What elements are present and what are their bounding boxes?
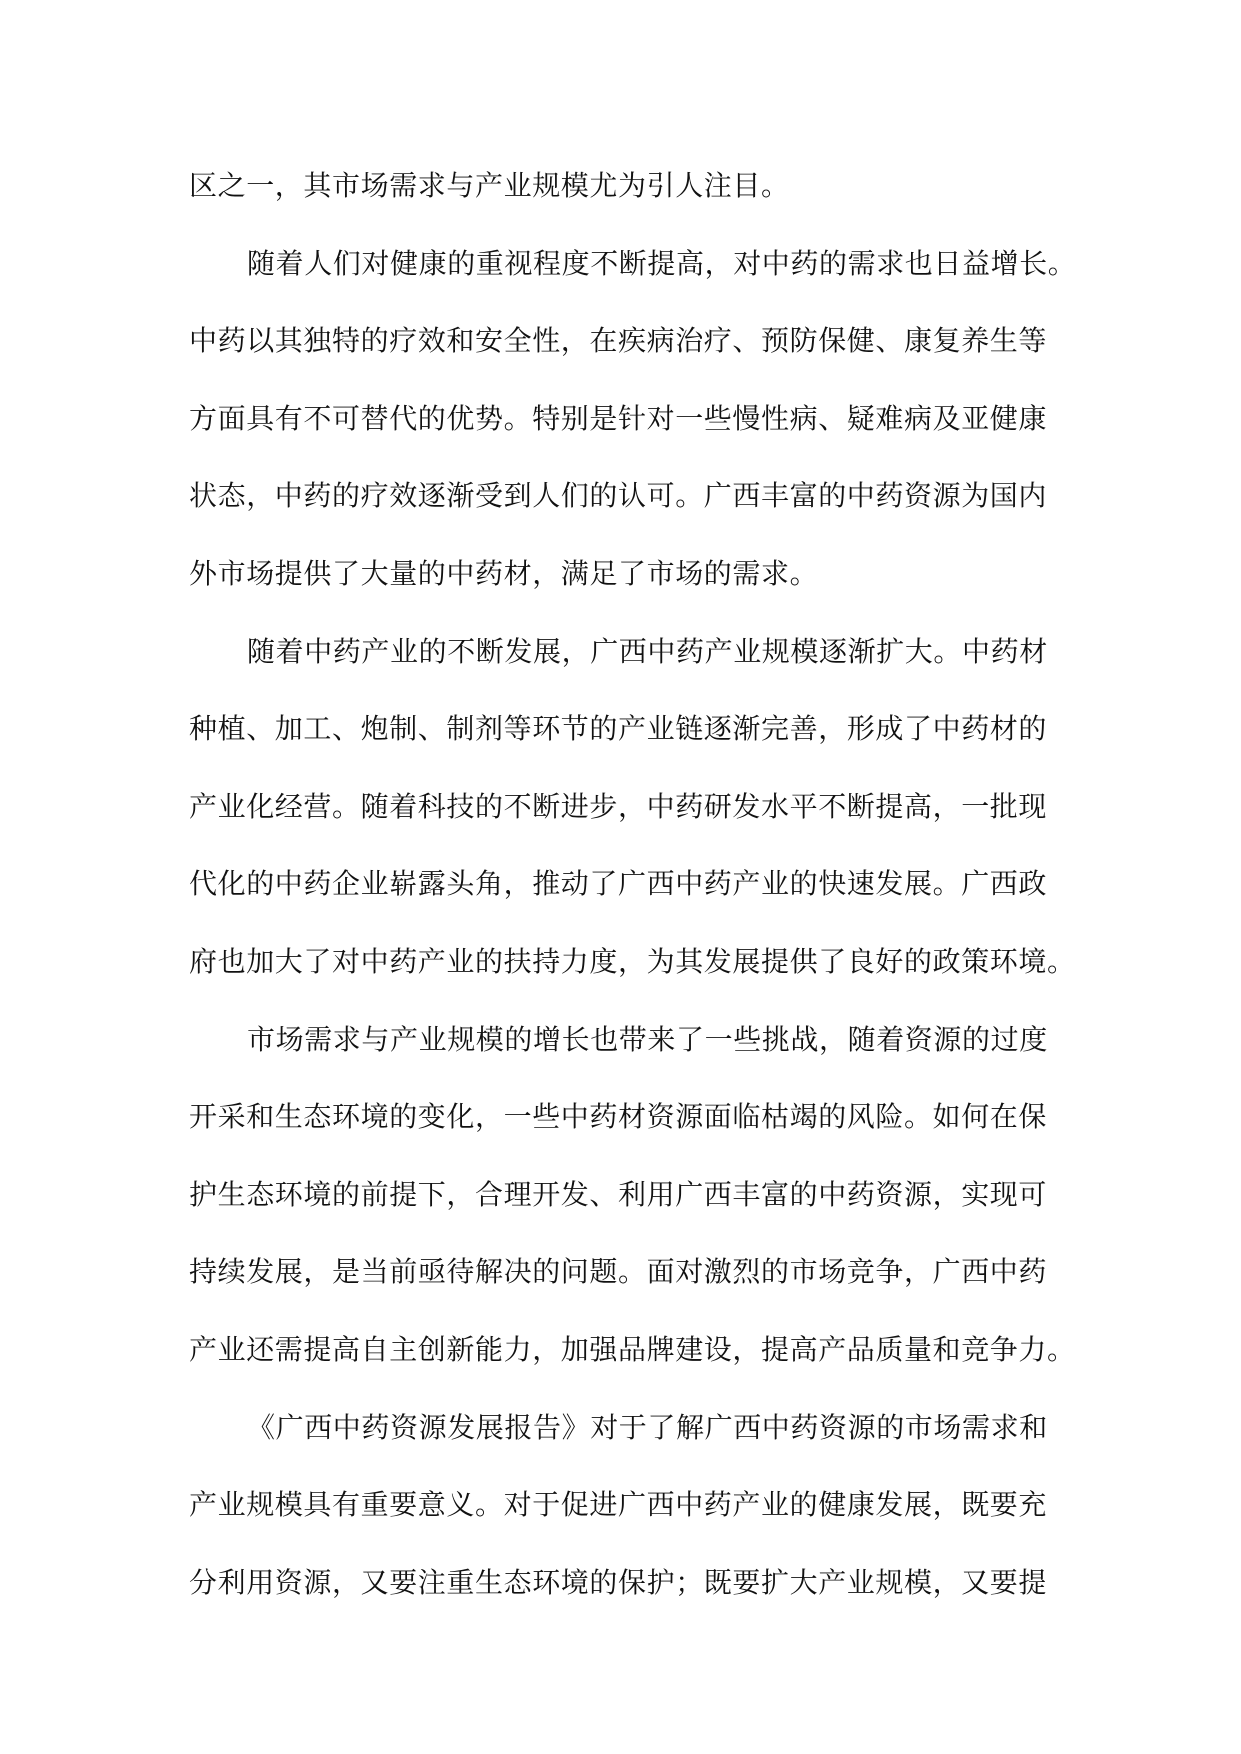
text-line: 府也加大了对中药产业的扶持力度，为其发展提供了良好的政策环境。 (189, 944, 1076, 978)
text-line: 区之一，其市场需求与产业规模尤为引人注目。 (189, 169, 790, 202)
text-line: 代化的中药企业崭露头角，推动了广西中药产业的快速发展。广西政 (189, 867, 1048, 901)
text-line: 开采和生态环境的变化，一些中药材资源面临枯竭的风险。如何在保 (189, 1100, 1048, 1134)
text-line: 产业化经营。随着科技的不断进步，中药研发水平不断提高，一批现 (189, 789, 1048, 823)
text-line: 中药以其独特的疗效和安全性，在疾病治疗、预防保健、康复养生等 (189, 324, 1048, 358)
text-line: 状态，中药的疗效逐渐受到人们的认可。广西丰富的中药资源为国内 (189, 479, 1048, 513)
text-line: 市场需求与产业规模的增长也带来了一些挑战，随着资源的过度 (247, 1022, 1048, 1056)
text-line: 随着人们对健康的重视程度不断提高，对中药的需求也日益增长。 (247, 246, 1077, 280)
text-line: 持续发展，是当前亟待解决的问题。面对激烈的市场竞争，广西中药 (189, 1255, 1048, 1289)
text-line: 产业规模具有重要意义。对于促进广西中药产业的健康发展，既要充 (189, 1488, 1048, 1522)
text-line: 外市场提供了大量的中药材，满足了市场的需求。 (189, 556, 819, 590)
text-line: 护生态环境的前提下，合理开发、利用广西丰富的中药资源，实现可 (189, 1177, 1048, 1211)
text-line: 方面具有不可替代的优势。特别是针对一些慢性病、疑难病及亚健康 (189, 401, 1048, 435)
text-line: 随着中药产业的不断发展，广西中药产业规模逐渐扩大。中药材 (247, 634, 1048, 668)
body-text (189, 147, 1077, 1621)
text-line: 种植、加工、炮制、制剂等环节的产业链逐渐完善，形成了中药材的 (189, 712, 1048, 746)
text-line: 《广西中药资源发展报告》对于了解广西中药资源的市场需求和 (247, 1410, 1048, 1444)
text-line: 分利用资源，又要注重生态环境的保护；既要扩大产业规模，又要提 (189, 1565, 1048, 1599)
text-line: 产业还需提高自主创新能力，加强品牌建设，提高产品质量和竞争力。 (189, 1332, 1076, 1366)
